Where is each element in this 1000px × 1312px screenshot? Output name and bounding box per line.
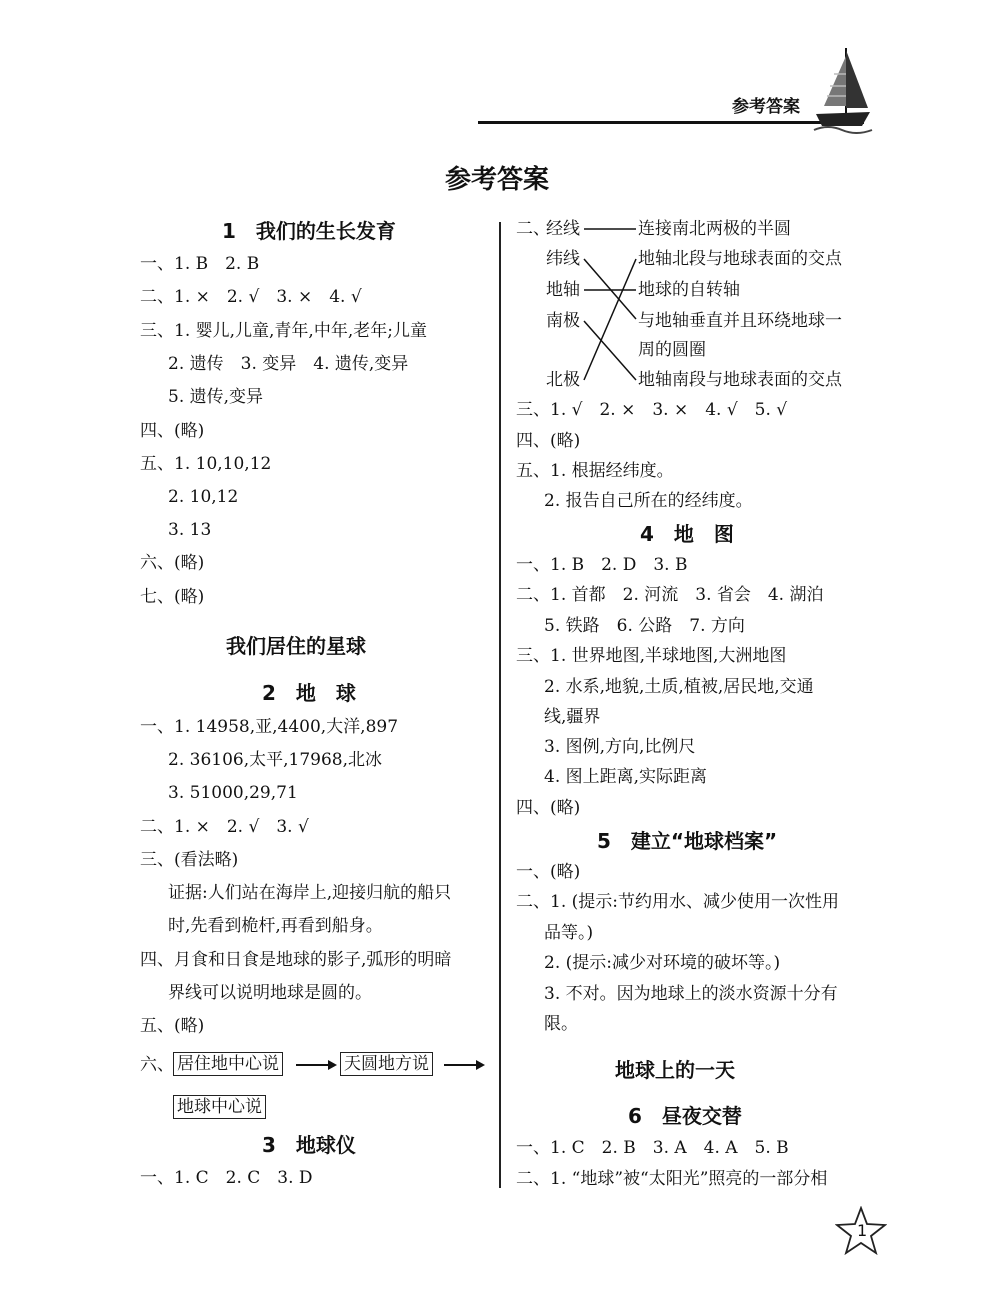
column-divider — [499, 222, 501, 1188]
answer-line: 二、1. × 2. √ 3. × 4. √ — [140, 287, 362, 307]
section-title-1: 1 我们的生长发育 — [222, 219, 396, 243]
answer-line: 四、(略) — [516, 431, 581, 451]
theory-box-2: 天圆地方说 — [340, 1052, 433, 1076]
theory-box-3: 地球中心说 — [173, 1095, 266, 1119]
answer-line: 2. 水系,地貌,土质,植被,居民地,交通 — [544, 677, 814, 697]
answer-line: 三、1. 婴儿,儿童,青年,中年,老年;儿童 — [140, 321, 427, 341]
answer-line: 二、1. (提示:节约用水、减少使用一次性用 — [516, 892, 839, 912]
answer-line: 3. 51000,29,71 — [168, 783, 298, 803]
answer-line: 2. 36106,太平,17968,北冰 — [168, 750, 382, 770]
match-prefix: 二、 — [516, 219, 550, 239]
match-right-item: 与地轴垂直并且环绕地球一 — [638, 311, 842, 331]
unit-title-2: 地球上的一天 — [615, 1058, 735, 1082]
answer-line: 限。 — [544, 1014, 578, 1034]
answer-line: 五、1. 10,10,12 — [140, 454, 272, 474]
page-number: 1 — [857, 1221, 868, 1240]
answer-line: 线,疆界 — [544, 707, 601, 727]
answer-line: 一、1. C 2. B 3. A 4. A 5. B — [516, 1138, 789, 1158]
page-title: 参考答案 — [445, 165, 550, 195]
match-left-item: 南极 — [546, 311, 580, 331]
section-title-5: 5 建立“地球档案” — [597, 829, 778, 853]
answer-line: 七、(略) — [140, 587, 205, 607]
match-right-item: 连接南北两极的半圆 — [638, 219, 791, 239]
match-right-item: 地轴南段与地球表面的交点 — [638, 370, 842, 390]
answer-line: 3. 13 — [168, 520, 212, 540]
answer-line: 五、(略) — [140, 1016, 205, 1036]
section-title-3: 3 地球仪 — [262, 1133, 356, 1157]
answer-line: 三、1. 世界地图,半球地图,大洲地图 — [516, 646, 787, 666]
answer-line: 证据:人们站在海岸上,迎接归航的船只 — [168, 883, 452, 903]
answer-line: 一、(略) — [516, 862, 581, 882]
running-title: 参考答案 — [732, 97, 800, 117]
sailboat-icon — [812, 44, 874, 134]
answer-line: 一、1. 14958,亚,4400,大洋,897 — [140, 717, 399, 737]
answer-line: 时,先看到桅杆,再看到船身。 — [168, 916, 383, 936]
answer-line: 四、月食和日食是地球的影子,弧形的明暗 — [140, 950, 452, 970]
match-right-item: 周的圆圈 — [638, 340, 706, 360]
answer-line: 一、1. B 2. D 3. B — [516, 555, 688, 575]
unit-title-1: 我们居住的星球 — [226, 634, 366, 658]
answer-line: 2. 10,12 — [168, 487, 239, 507]
answer-line: 2. (提示:减少对环境的破坏等。) — [544, 953, 781, 973]
answer-line: 六、(略) — [140, 553, 205, 573]
match-right-item: 地球的自转轴 — [638, 280, 740, 300]
answer-line: 5. 遗传,变异 — [168, 387, 264, 407]
answer-line: 3. 图例,方向,比例尺 — [544, 737, 696, 757]
match-left-item: 地轴 — [546, 280, 580, 300]
match-right-item: 地轴北段与地球表面的交点 — [638, 249, 842, 269]
answer-line: 四、(略) — [140, 421, 205, 441]
header-rule — [478, 121, 864, 124]
arrow-right-icon — [444, 1059, 486, 1071]
answer-line: 三、1. √ 2. × 3. × 4. √ 5. √ — [516, 400, 788, 420]
theory-box-1: 居住地中心说 — [173, 1052, 283, 1076]
answer-line: 二、1. 首都 2. 河流 3. 省会 4. 湖泊 — [516, 585, 824, 605]
answer-line: 2. 遗传 3. 变异 4. 遗传,变异 — [168, 354, 409, 374]
answer-line: 2. 报告自己所在的经纬度。 — [544, 491, 753, 511]
answer-line: 五、1. 根据经纬度。 — [516, 461, 674, 481]
matching-lines — [578, 215, 640, 395]
answer-line: 一、1. C 2. C 3. D — [140, 1168, 313, 1188]
arrow-right-icon — [296, 1059, 338, 1071]
section-title-6: 6 昼夜交替 — [628, 1104, 742, 1128]
answer-line: 二、1. × 2. √ 3. √ — [140, 817, 309, 837]
answer-line: 三、(看法略) — [140, 850, 239, 870]
answer-line: 二、1. “地球”被“太阳光”照亮的一部分相 — [516, 1169, 828, 1189]
match-left-item: 北极 — [546, 370, 580, 390]
answer-line: 3. 不对。因为地球上的淡水资源十分有 — [544, 984, 838, 1004]
answer-line: 一、1. B 2. B — [140, 254, 260, 274]
answer-line: 四、(略) — [516, 798, 581, 818]
section-title-2: 2 地 球 — [262, 681, 356, 705]
answer-line: 5. 铁路 6. 公路 7. 方向 — [544, 616, 745, 636]
match-left-item: 纬线 — [546, 249, 580, 269]
match-left-item: 经线 — [546, 219, 580, 239]
answer-line: 界线可以说明地球是圆的。 — [168, 983, 372, 1003]
answer-line-prefix: 六、 — [140, 1055, 174, 1075]
section-title-4: 4 地 图 — [640, 522, 734, 546]
answer-line: 4. 图上距离,实际距离 — [544, 767, 708, 787]
answer-line: 品等。) — [544, 923, 594, 943]
